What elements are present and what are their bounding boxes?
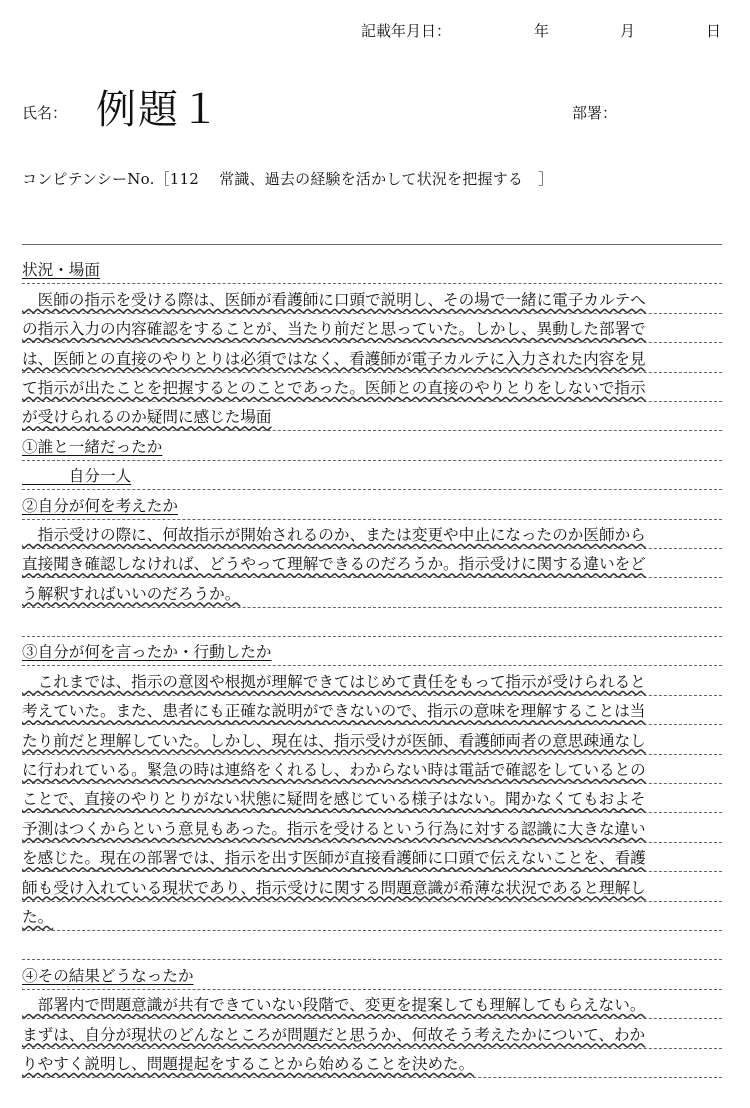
body-text: て指示が出たことを把握するとのことであった。医師との直接のやりとりをしないで指示 <box>22 378 646 397</box>
body-text: を感じた。現在の部署では、指示を出す医師が直接看護師に口頭で伝えないことを、看護 <box>22 849 646 868</box>
body-line <box>22 284 722 313</box>
body-text: 師も受け入れている現状であり、指示受けに関する問題意識が希薄な状況であると理解し <box>22 878 646 897</box>
body-line <box>22 431 722 460</box>
body-line <box>22 843 722 872</box>
body-line <box>22 902 722 931</box>
body-text: りやすく説明し、問題提起をすることから始めることを決めた。 <box>22 1054 475 1073</box>
body-line <box>22 490 722 519</box>
body-line <box>22 637 722 666</box>
body-line <box>22 931 722 960</box>
section-heading-result: ④その結果どうなったか <box>22 966 194 985</box>
body-line <box>22 520 722 549</box>
date-month-label: 月 <box>620 22 636 40</box>
body-text: まずは、自分が現状のどんなところが問題だと思うか、何故そう考えたかについて、わか <box>22 1025 646 1044</box>
body-text: 自分一人 <box>22 467 132 486</box>
name-label: 氏名： <box>22 104 68 122</box>
body-text: ことで、直接のやりとりがない状態に疑問を感じている様子はない。聞かなくてもおよそ <box>22 790 646 809</box>
body-line <box>22 255 722 284</box>
body-line <box>22 578 722 607</box>
body-line <box>22 1019 722 1048</box>
body-text: 直接聞き確認しなければ、どうやって理解できるのだろうか。指示受けに関する違いをど <box>22 555 646 574</box>
body-line <box>22 1049 722 1078</box>
body-text: に行われている。緊急の時は連絡をくれるし、わからない時は電話で確認をしているとの <box>22 761 646 780</box>
body-line <box>22 696 722 725</box>
body-line <box>22 990 722 1019</box>
body-line <box>22 666 722 695</box>
body-text: 指示受けの際に、何故指示が開始されるのか、または変更や中止になったのか医師から <box>22 525 646 544</box>
body-text: が受けられるのか疑問に感じた場面 <box>22 408 272 427</box>
report-body <box>22 255 722 1078</box>
section-heading-thought: ②自分が何を考えたか <box>22 496 178 515</box>
body-line <box>22 461 722 490</box>
date-day-label: 日 <box>706 22 722 40</box>
body-line <box>22 373 722 402</box>
section-heading-action: ③自分が何を言ったか・行動したか <box>22 643 272 662</box>
body-line <box>22 784 722 813</box>
body-text: 医師の指示を受ける際は、医師が看護師に口頭で説明し、その場で一緒に電子カルテへ <box>22 290 646 309</box>
body-line <box>22 343 722 372</box>
body-text: 部署内で問題意識が共有できていない段階で、変更を提案しても理解してもらえない。 <box>22 996 646 1015</box>
section-heading-situation: 状況・場面 <box>22 261 100 280</box>
date-year-label: 年 <box>534 22 550 40</box>
body-text: は、医師との直接のやりとりは必須ではなく、看護師が電子カルテに入力された内容を見 <box>22 349 646 368</box>
section-divider <box>22 244 722 245</box>
body-line <box>22 813 722 842</box>
body-line <box>22 314 722 343</box>
body-line <box>22 608 722 637</box>
body-line <box>22 549 722 578</box>
body-text: 予測はつくからという意見もあった。指示を受けるという行為に対する認識に大きな違い <box>22 819 646 838</box>
body-text: たり前だと理解していた。しかし、現在は、指示受けが医師、看護師両者の意思疎通なし <box>22 731 646 750</box>
body-text: 考えていた。また、患者にも正確な説明ができないので、指示の意味を理解することは当 <box>22 702 646 721</box>
date-label: 記載年月日： <box>361 22 452 40</box>
body-text: の指示入力の内容確認をすることが、当たり前だと思っていた。しかし、異動した部署で <box>22 320 646 339</box>
body-text: これまでは、指示の意図や根拠が理解できてはじめて責任をもって指示が受けられると <box>22 672 646 691</box>
department-label: 部署： <box>572 104 618 122</box>
name-value: 例題１ <box>96 87 222 133</box>
body-line <box>22 725 722 754</box>
body-line <box>22 402 722 431</box>
competency-line: コンピテンシーNo.［112 常識、過去の経験を活かして状況を把握する ］ <box>22 170 554 188</box>
section-heading-who: ①誰と一緒だったか <box>22 437 163 456</box>
body-text: た。 <box>22 907 54 926</box>
body-line <box>22 960 722 989</box>
body-text: う解釈すればいいのだろうか。 <box>22 584 241 603</box>
body-line <box>22 872 722 901</box>
body-line <box>22 755 722 784</box>
